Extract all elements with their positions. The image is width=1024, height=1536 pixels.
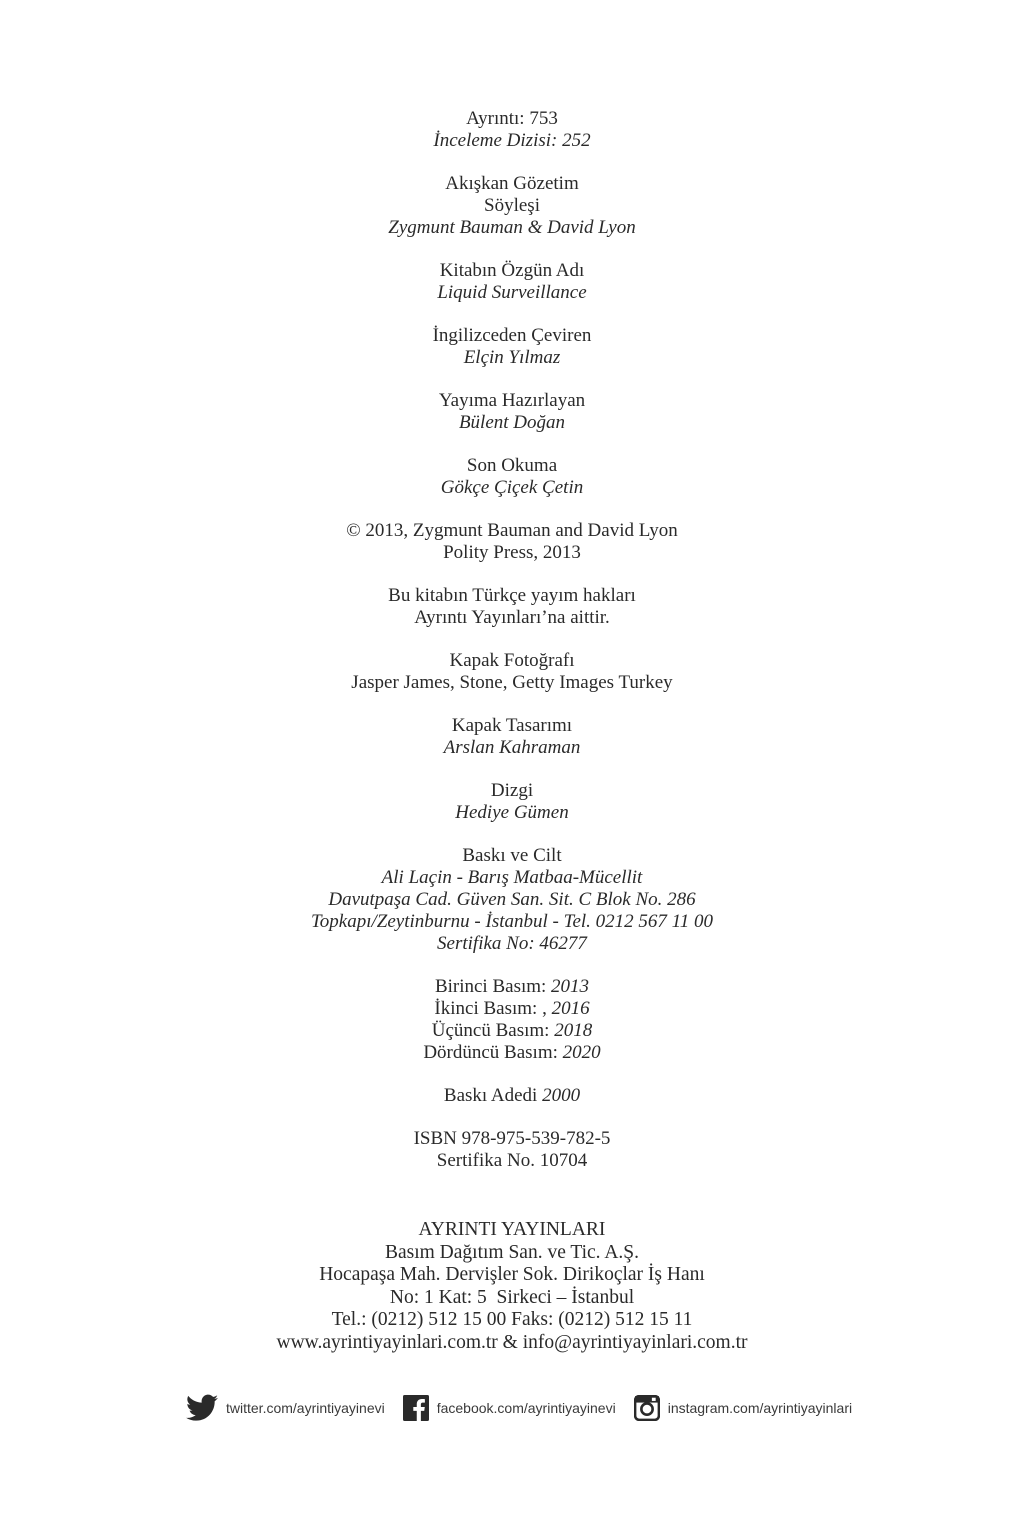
typesetting [0,780,1024,824]
editor-label: Yayıma Hazırlayan [438,390,586,411]
edition-line: Dördüncü Basım: 2020 [423,1042,601,1063]
publisher-address-1: Hocapaşa Mah. Dervişler Sok. Dirikoçlar İş Hanı [319,1264,705,1285]
original-title [0,260,1024,304]
cover-photo [0,650,1024,694]
publisher-info [0,1219,1024,1354]
instagram-link[interactable] [634,1395,852,1421]
twitter-link[interactable] [186,1394,385,1422]
original-title-label: Kitabın Özgün Adı [439,260,585,281]
cover-photo-label: Kapak Fotoğrafı [449,650,575,671]
publisher-web-email: www.ayrintiyayinlari.com.tr & info@ayrintiyayinlari.com.tr [276,1331,748,1353]
typesetting-label: Dizgi [490,780,534,801]
cover-design [0,715,1024,759]
print-run-line: Baskı Adedi 2000 [443,1085,581,1106]
review-series-number: İnceleme Dizisi: 252 [433,130,591,151]
original-publisher-line: Polity Press, 2013 [443,542,581,563]
printing-info [0,845,1024,955]
isbn-info [0,1128,1024,1172]
printer-address: Davutpaşa Cad. Güven San. Sit. C Blok No. 286 [328,889,696,910]
facebook-icon [403,1395,429,1421]
rights-line-2: Ayrıntı Yayınları’na aittir. [414,607,610,628]
book-title: Akışkan Gözetim [445,173,579,194]
publisher-company: Basım Dağıtım San. ve Tic. A.Ş. [384,1241,640,1263]
book-authors: Zygmunt Bauman & David Lyon [388,217,636,238]
cover-designer-name: Arslan Kahraman [443,737,581,758]
copyright [0,520,1024,564]
edition-line: İkinci Basım: , 2016 [434,998,590,1019]
publisher-name: AYRINTI YAYINLARI [418,1219,606,1240]
editions [0,976,1024,1064]
cover-photo-credit: Jasper James, Stone, Getty Images Turkey [351,672,673,693]
book-subtitle: Söyleşi [484,195,540,216]
translator [0,325,1024,369]
isbn-line: ISBN 978-975-539-782-5 [413,1128,611,1149]
facebook-link[interactable] [403,1395,616,1421]
rights-line-1: Bu kitabın Türkçe yayım hakları [388,585,636,606]
edition-line: Üçüncü Basım: 2018 [431,1020,593,1041]
instagram-icon [634,1395,660,1421]
rights-notice [0,585,1024,629]
printing-label: Baskı ve Cilt [462,845,562,866]
copyright-line: © 2013, Zygmunt Bauman and David Lyon [346,520,678,541]
printer-location-phone: Topkapı/Zeytinburnu - İstanbul - Tel. 0212 567 11 00 [310,911,713,932]
series-number: Ayrıntı: 753 [466,108,558,129]
proofreader-name: Gökçe Çiçek Çetin [440,477,584,498]
proofreading [0,455,1024,499]
facebook-link-text: facebook.com/ayrintiyayinevi [436,1400,616,1416]
publisher-certificate-line: Sertifika No. 10704 [436,1150,588,1171]
print-run [0,1085,1024,1107]
printer-certificate: Sertifika No: 46277 [437,933,587,954]
colophon-page [0,108,1024,1375]
book-info [0,173,1024,239]
translator-label: İngilizceden Çeviren [432,325,592,346]
original-title-value: Liquid Surveillance [437,282,587,303]
translator-name: Elçin Yılmaz [463,347,561,368]
instagram-link-text: instagram.com/ayrintiyayinlari [667,1400,853,1416]
series-info [0,108,1024,152]
proofreading-label: Son Okuma [466,455,558,476]
cover-design-label: Kapak Tasarımı [451,715,573,736]
publisher-phone-fax: Tel.: (0212) 512 15 00 Faks: (0212) 512 15 11 [331,1309,693,1330]
publisher-address-2: No: 1 Kat: 5 Sirkeci – İstanbul [389,1286,635,1308]
social-links [186,1391,853,1425]
editor-name: Bülent Doğan [458,412,566,433]
typesetter-name: Hediye Gümen [455,802,569,823]
twitter-icon [186,1394,218,1422]
editor [0,390,1024,434]
printer-name: Ali Laçin - Barış Matbaa-Mücellit [381,867,643,888]
edition-line: Birinci Basım: 2013 [434,976,590,997]
twitter-link-text: twitter.com/ayrintiyayinevi [226,1400,385,1416]
